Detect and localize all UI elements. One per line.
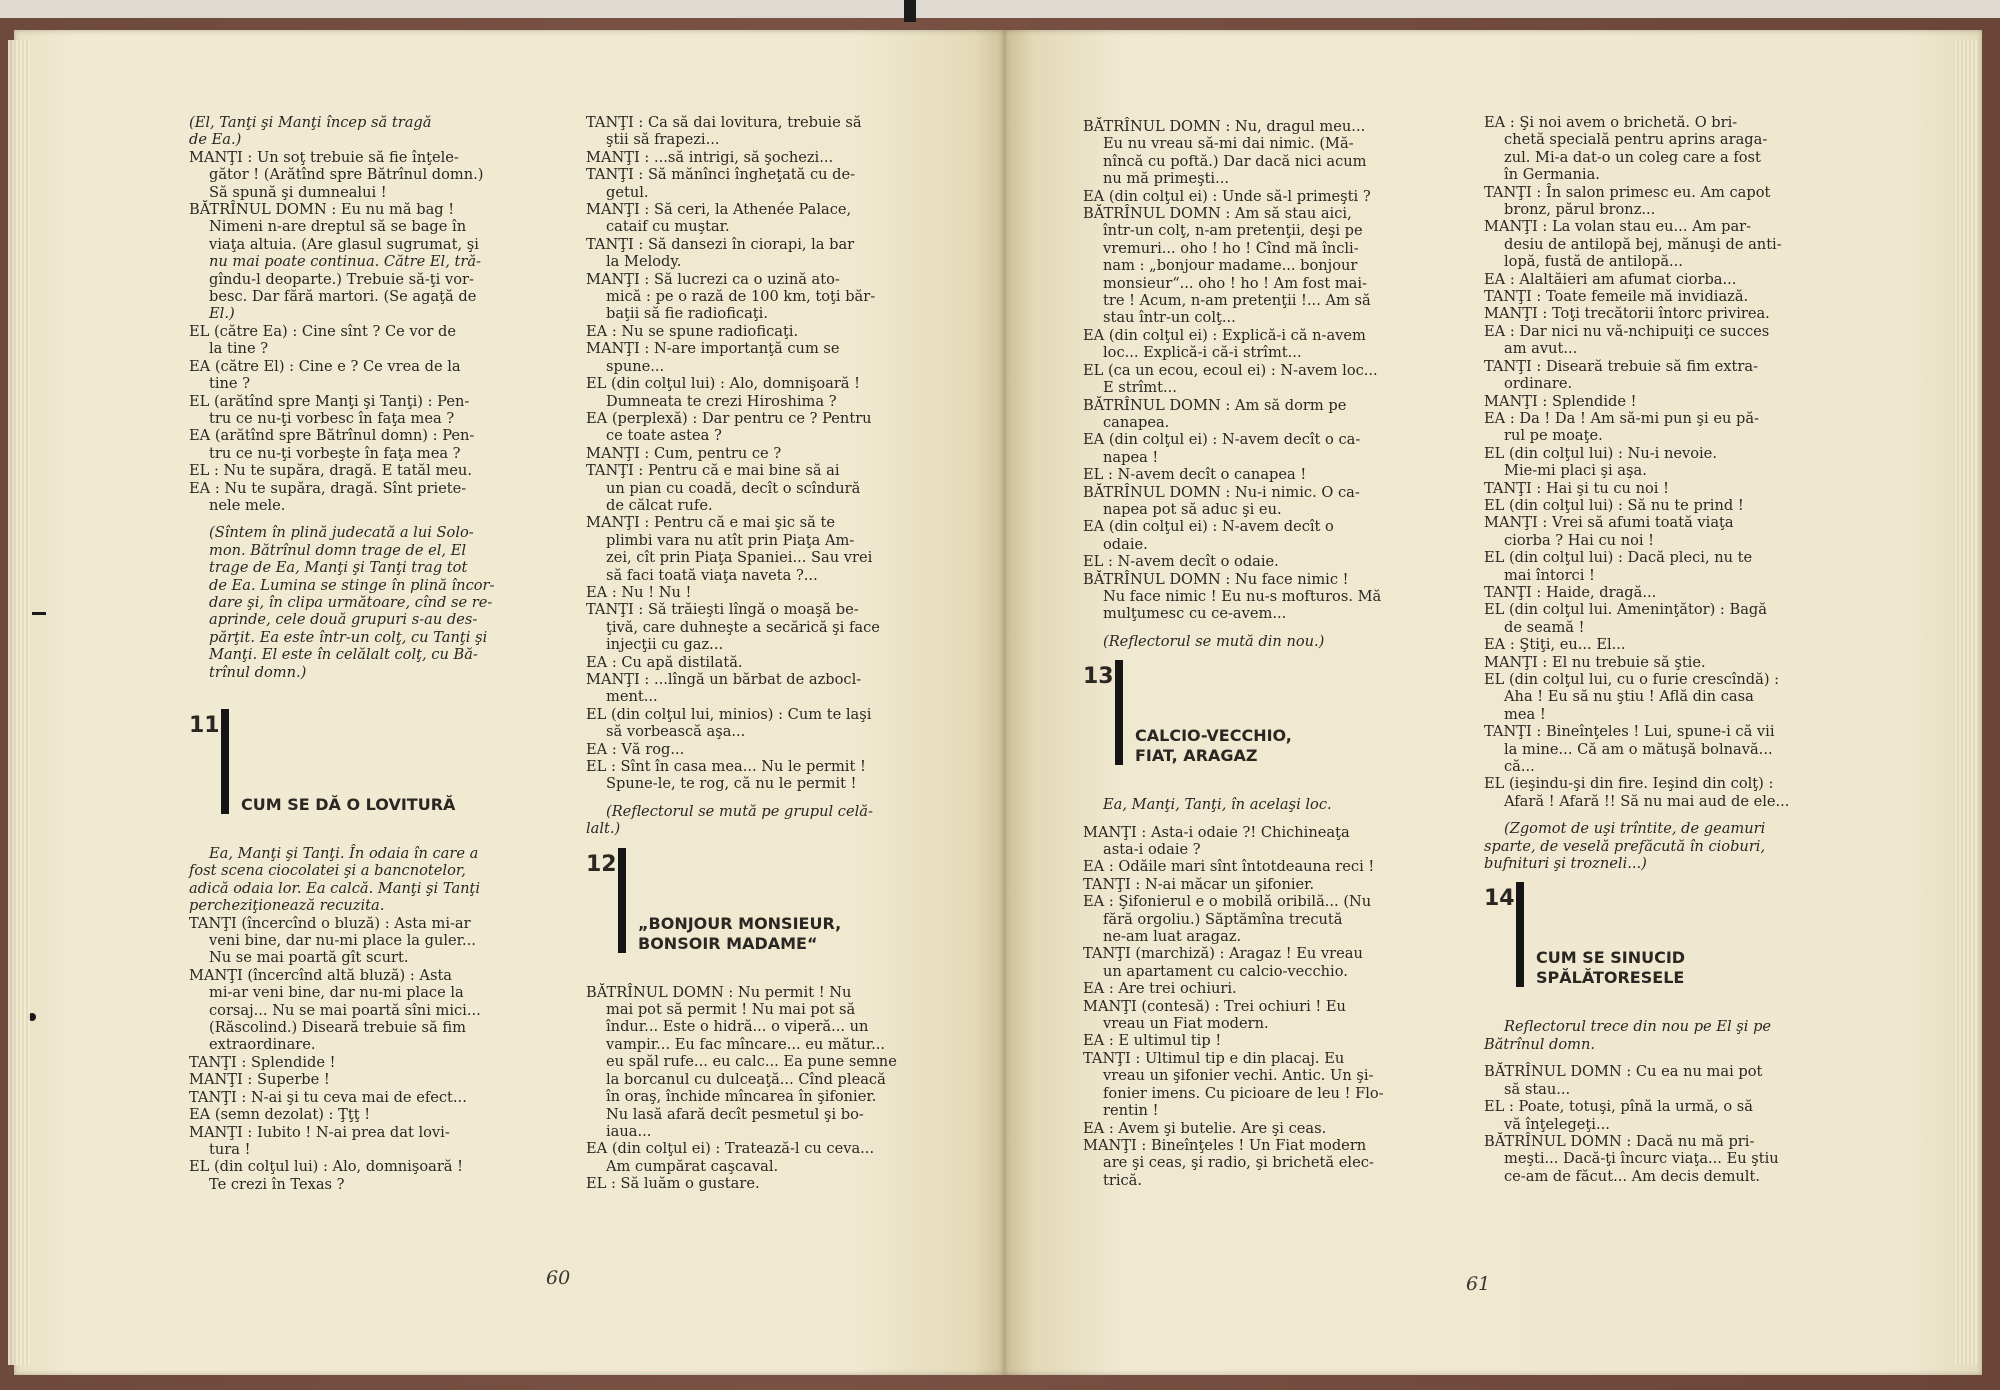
text-line: EA (din colţul ei) : Explică-i că n-avem [1083,326,1366,344]
text-line: adică odaia lor. Ea calcă. Manţi şi Tanţi [189,879,481,897]
text-line: MANŢI : Vrei să afumi toată viaţa [1484,514,1734,532]
text-line: cataif cu muştar. [606,218,730,236]
page-number: 61 [1466,1273,1491,1295]
right-page [1004,30,1982,1375]
scene-bar [221,709,229,814]
text-line: mică : pe o rază de 100 km, toţi băr- [606,288,876,306]
text-line: îndur... Este o hidră... o viperă... un [606,1018,869,1036]
text-line: nam : „bonjour madame... bonjour [1103,257,1358,275]
text-line: Manţi. El este în celălalt colţ, cu Bă- [209,646,478,664]
text-line: lopă, fustă de antilopă... [1504,253,1683,271]
scene-title [241,795,455,815]
text-line: Am cumpărat caşcaval. [606,1157,779,1175]
text-line: TANŢI : N-ai şi tu ceva mai de efect... [189,1088,467,1106]
text-line: EA : Avem şi butelie. Are şi ceas. [1083,1119,1327,1137]
text-line: napea pot să aduc şi eu. [1103,500,1282,518]
text-line: EA : Odăile mari sînt întotdeauna reci ! [1083,858,1375,876]
text-line: EA : Nu ! Nu ! [586,583,692,601]
text-line: fonier imens. Cu picioare de leu ! Flo- [1103,1084,1384,1102]
text-line: dare şi, în clipa următoare, cînd se re- [209,593,493,611]
left-page-column-2 [586,114,946,1193]
text-line: Nimeni n-are dreptul să se bage în [209,218,467,236]
text-line: în Germania. [1504,166,1600,184]
text-line: Spune-le, te rog, că nu le permit ! [606,775,857,793]
text-line: ciorba ? Hai cu noi ! [1504,531,1655,549]
text-line: Afară ! Afară !! Să nu mai aud de ele... [1504,792,1790,810]
text-line: EA : Vă rog... [586,740,685,758]
text-line: iaua... [606,1122,652,1140]
text-line: Aha ! Eu să nu ştiu ! Află din casa [1504,688,1754,706]
text-line: EL (din colţul lui) : Să nu te prind ! [1484,496,1744,514]
text-line: TANŢI : Ultimul tip e din placaj. Eu [1083,1049,1345,1067]
text-line: monsieur“... oho ! ho ! Am fost mai- [1103,274,1367,292]
text-line: EA (către El) : Cine e ? Ce vrea de la [189,357,461,375]
text-line: Mie-mi placi şi aşa. [1504,462,1647,480]
spacer [1484,1053,1844,1063]
text-line: tura ! [209,1140,251,1158]
text-line: (El, Tanţi şi Manţi încep să tragă [189,114,432,131]
text-line: besc. Dar fără martori. (Se agaţă de [209,288,477,306]
text-line: la Melody. [606,253,682,271]
text-line: ştii să frapezi... [606,131,720,149]
text-line: TANŢI : Toate femeile mă invidiază. [1484,288,1749,306]
text-line: getul. [606,183,649,201]
text-line: BĂTRÎNUL DOMN : Nu, dragul meu... [1083,118,1366,135]
text-line: nele mele. [209,496,286,514]
text-line: Ea, Manţi şi Tanţi. În odaia în care a [209,845,479,862]
text-line: mi-ar veni bine, dar nu-mi place la [209,984,464,1002]
text-line: loc... Explică-i că-i strîmt... [1103,344,1302,362]
text-line: canapea. [1103,413,1170,431]
text-line: BĂTRÎNUL DOMN : Eu nu mă bag ! [189,201,455,219]
text-line: EA : E ultimul tip ! [1083,1032,1222,1050]
text-line: chetă specială pentru aprins araga- [1504,131,1768,149]
text-line: ordinare. [1504,375,1573,393]
text-line: (Sîntem în plină judecată a lui Solo- [209,524,474,542]
spacer [189,681,549,699]
text-line: EL : N-avem decît o canapea ! [1083,466,1307,484]
scene-title [638,914,841,954]
text-line: MANŢI : Asta-i odaie ?! Chichineaţa [1083,823,1350,841]
scene-heading [1484,882,1844,1010]
bookmark-ribbon [904,0,916,22]
text-line: EA : Da ! Da ! Am să-mi pun şi eu pă- [1484,409,1759,427]
text-line: EL (din colţul lui) : Nu-i nevoie. [1484,444,1717,462]
text-line: MANŢI : Cum, pentru ce ? [586,444,782,462]
text-line: tre ! Acum, n-am pretenţii !... Am să [1103,292,1371,310]
text-line: eu spăl rufe... eu calc... Ea pune semne [606,1053,897,1071]
text-line: plimbi vara nu atît prin Piaţa Am- [606,531,855,549]
scene-heading [586,848,946,976]
text-line: Te crezi în Texas ? [209,1175,345,1193]
text-line: ce toate astea ? [606,427,722,445]
text-line: TANŢI (marchiză) : Aragaz ! Eu vreau [1083,945,1363,963]
text-line: tine ? [209,375,251,393]
text-line: (Zgomot de uşi trîntite, de geamuri [1504,820,1766,838]
scene-title-line: FIAT, ARAGAZ [1135,746,1258,766]
text-line: aprinde, cele două grupuri s-au des- [209,611,478,629]
scene-title-line: SPĂLĂTORESELE [1536,968,1685,988]
text-line: MANŢI : ...să intrigi, să şochezi... [586,148,834,166]
text-line: TANŢI : Să mănînci îngheţată cu de- [586,166,856,184]
text-line: am avut... [1504,340,1578,358]
text-line: El.) [209,305,235,323]
text-line: EA (din colţul ei) : Tratează-l cu ceva... [586,1140,875,1158]
text-line: EL (către Ea) : Cine sînt ? Ce vor de [189,322,457,340]
text-line: injecţii cu gaz... [606,636,724,654]
text-line: bufnituri şi trozneli...) [1484,855,1647,873]
right-page-column-1 [1083,118,1443,1189]
text-line: TANŢI : Hai şi tu cu noi ! [1484,479,1669,497]
text-line: de seamă ! [1504,618,1585,636]
text-line: MANŢI : Iubito ! N-ai prea dat lovi- [189,1123,450,1141]
text-line: EL (din colţul lui) : Alo, domnişoară ! [189,1158,464,1176]
text-line: TANŢI : În salon primesc eu. Am capot [1484,183,1771,201]
left-page-column-1 [189,114,549,1193]
scene-heading [1083,660,1443,788]
spacer [586,793,946,803]
text-line: Nu lasă afară decît pesmetul şi bo- [606,1105,864,1123]
text-line: ce-am de făcut... Am decis demult. [1504,1167,1760,1185]
text-line: EA (din colţul ei) : N-avem decît o ca- [1083,431,1361,449]
text-line: MANŢI : Splendide ! [1484,392,1637,410]
text-line: extraordinare. [209,1036,316,1054]
text-line: să faci toată viaţa naveta ?... [606,566,818,584]
text-line: EA : Cu apă distilată. [586,653,743,671]
text-line: EA (arătînd spre Bătrînul domn) : Pen- [189,427,475,445]
scene-number: 14 [1484,886,1515,912]
scene-title [1536,948,1685,988]
text-line: EL (ieşindu-şi din fire. Ieşind din colţ) : [1484,775,1774,793]
text-line: bronz, părul bronz... [1504,201,1656,219]
text-line: de Ea.) [189,131,242,149]
text-line: MANŢI : La volan stau eu... Am par- [1484,218,1752,236]
text-line: lalt.) [586,820,621,838]
text-line: la borcanul cu dulceaţă... Cînd pleacă [606,1070,886,1088]
text-line: EL (arătînd spre Manţi şi Tanţi) : Pen- [189,392,470,410]
text-line: tru ce nu-ţi vorbeşte în faţa mea ? [209,444,461,462]
text-line: MANŢI : Să ceri, la Athenée Palace, [586,201,852,219]
text-line: asta-i odaie ? [1103,841,1201,858]
text-line: odaie. [1103,535,1148,553]
text-line: MANŢI (încercînd altă bluză) : Asta [189,966,453,984]
text-line: EA : Şi noi avem o brichetă. O bri- [1484,114,1738,131]
text-line: un pian cu coadă, decît o scîndură [606,479,861,497]
text-line: ment... [606,688,658,706]
text-line: BĂTRÎNUL DOMN : Cu ea nu mai pot [1484,1063,1763,1081]
text-line: vampir... Eu fac mîncare... eu mătur... [606,1035,886,1053]
text-line: Eu nu vreau să-mi dai nimic. (Mă- [1103,135,1354,153]
margin-mark [32,612,46,615]
scene-bar [1516,882,1524,987]
scene-title-line: BONSOIR MADAME“ [638,933,818,953]
text-line: TANŢI : Ca să dai lovitura, trebuie să [586,114,862,131]
text-line: că... [1504,758,1535,776]
text-line: EL : Sînt în casa mea... Nu le permit ! [586,758,866,776]
text-line: BĂTRÎNUL DOMN : Am să stau aici, [1083,205,1352,223]
text-line: să vorbească aşa... [606,723,746,741]
text-line: Dumneata te crezi Hiroshima ? [606,392,837,410]
text-line: la mine... Că am o mătuşă bolnavă... [1504,740,1773,758]
text-line: BĂTRÎNUL DOMN : Nu-i nimic. O ca- [1083,483,1360,501]
text-line: (Reflectorul se mută pe grupul celă- [606,802,873,820]
text-line: EA : Alaltăieri am afumat ciorba... [1484,270,1737,288]
text-line: nu mai poate continua. Către El, tră- [209,253,481,271]
text-line: Nu se mai poartă gît scurt. [209,949,409,967]
text-line: ţivă, care duhneşte a secărică şi face [606,618,880,636]
text-line: percheziţionează recuzita. [189,897,385,915]
text-line: rentin ! [1103,1102,1159,1120]
text-line: corsaj... Nu se mai poartă sîni mici... [209,1001,481,1019]
text-line: BĂTRÎNUL DOMN : Dacă nu mă pri- [1484,1132,1755,1150]
text-line: veni bine, dar nu-mi place la guler... [209,932,476,950]
text-line: MANŢI : El nu trebuie să ştie. [1484,653,1706,671]
scene-title-line: CALCIO-VECCHIO, [1135,726,1292,746]
text-line: BĂTRÎNUL DOMN : Nu permit ! Nu [586,983,852,1001]
text-line: mai pot să permit ! Nu mai pot să [606,1001,856,1019]
text-line: MANŢI : Pentru că e mai şic să te [586,514,835,532]
text-line: tru ce nu-ţi vorbesc în faţa mea ? [209,409,455,427]
text-line: meşti... Dacă-ţi încurc viaţa... Eu ştiu [1504,1150,1779,1168]
text-line: trică. [1103,1171,1143,1189]
page-number: 60 [546,1267,571,1289]
text-line: MANŢI : Superbe ! [189,1071,330,1089]
text-line: într-un colţ, n-am pretenţii, deşi pe [1103,222,1363,240]
spacer [189,514,549,524]
text-line: EA : Are trei ochiuri. [1083,980,1237,998]
text-line: mulţumesc cu ce-avem... [1103,605,1287,623]
text-line: EA : Dar nici nu vă-nchipuiţi ce succes [1484,322,1770,340]
text-line: nîncă cu poftă.) Dar dacă nici acum [1103,152,1367,170]
text-line: E strîmt... [1103,379,1177,397]
spacer [1083,814,1443,824]
left-page [14,30,1004,1375]
text-line: EL : Să luăm o gustare. [586,1175,760,1193]
text-line: nu mă primeşti... [1103,170,1230,188]
text-line: ne-am luat aragaz. [1103,928,1242,946]
text-line: EA : Nu te supăra, dragă. Sînt priete- [189,479,467,497]
text-line: gător ! (Arătînd spre Bătrînul domn.) [209,166,484,184]
text-line: în oraş, închide mîncarea în şifonier. [606,1088,877,1106]
text-line: gîndu-l deoparte.) Trebuie să-ţi vor- [209,270,474,288]
text-line: TANŢI : Haide, dragă... [1484,583,1657,601]
text-line: un apartament cu calcio-vecchio. [1103,962,1348,980]
text-line: MANŢI : Bineînţeles ! Un Fiat modern [1083,1136,1367,1154]
text-line: EL (din colţul lui) : Alo, domnişoară ! [586,375,861,393]
text-line: EA (perplexă) : Dar pentru ce ? Pentru [586,409,872,427]
text-line: Să spună şi dumnealui ! [209,183,387,201]
text-line: EA : Nu se spune radioficaţi. [586,322,799,340]
page-edges-right [1955,40,1977,1365]
scene-title [1135,726,1292,766]
text-line: TANŢI : Pentru că e mai bine să ai [586,462,840,480]
text-line: de Ea. Lumina se stinge în plină încor- [209,576,495,594]
scene-number: 11 [189,713,220,738]
text-line: sparte, de veselă prefăcută în cioburi, [1484,837,1766,855]
text-line: EA : Ştiţi, eu... El... [1484,636,1626,654]
text-line: EA (din colţul ei) : N-avem decît o [1083,518,1334,536]
scene-heading [189,709,549,837]
text-line: TANŢI (încercînd o bluză) : Asta mi-ar [189,914,471,932]
text-line: EL (ca un ecou, ecoul ei) : N-avem loc... [1083,361,1378,379]
text-line: EL : Poate, totuşi, pînă la urmă, o să [1484,1098,1753,1116]
text-line: EL (din colţul lui. Ameninţător) : Bagă [1484,601,1767,619]
text-line: are şi ceas, şi radio, şi brichetă elec- [1103,1154,1374,1172]
text-line: părţit. Ea este într-un colţ, cu Tanţi şi [209,628,488,646]
text-line: EA (din colţul ei) : Unde să-l primeşti ? [1083,187,1371,205]
text-line: BĂTRÎNUL DOMN : Nu face nimic ! [1083,570,1349,588]
text-line: rul pe moaţe. [1504,427,1603,445]
text-line: MANŢI : ...lîngă un bărbat de azbocl- [586,671,862,688]
text-line: Bătrînul domn. [1484,1035,1596,1053]
text-line: MANŢI (contesă) : Trei ochiuri ! Eu [1083,997,1346,1015]
text-line: EL (din colţul lui) : Dacă pleci, nu te [1484,549,1753,567]
text-line: zul. Mi-a dat-o un coleg care a fost [1504,148,1761,166]
text-line: vreau un şifonier vechi. Antic. Un şi- [1103,1067,1374,1085]
text-line: TANŢI : Să dansezi în ciorapi, la bar [586,235,855,253]
text-line: MANŢI : Să lucrezi ca o uzină ato- [586,270,840,288]
text-line: vremuri... oho ! ho ! Cînd mă încli- [1103,239,1359,257]
text-line: mai întorci ! [1504,566,1595,584]
text-line: EL : N-avem decît o odaie. [1083,553,1279,571]
scene-number: 12 [586,851,617,877]
page-edges-left [8,40,30,1365]
scene-number: 13 [1083,664,1114,690]
scene-bar [1115,660,1123,765]
text-line: MANŢI : Un soţ trebuie să fie înţele- [189,148,459,166]
text-line: Reflectorul trece din nou pe El şi pe [1504,1018,1772,1036]
text-line: baţii să fie radioficaţi. [606,305,768,323]
text-line: EL (din colţul lui, minios) : Cum te laşi [586,705,872,723]
text-line: stau într-un colţ... [1103,309,1236,327]
text-line: MANŢI : Toţi trecătorii întorc privirea. [1484,305,1770,323]
text-line: EA : Şifonierul e o mobilă oribilă... (Nu [1083,893,1372,911]
text-line: mon. Bătrînul domn trage de el, El [209,541,467,559]
text-line: mea ! [1504,705,1546,723]
text-line: de călcat rufe. [606,496,713,514]
text-line: viaţa altuia. (Are glasul sugrumat, şi [209,235,479,253]
text-line: BĂTRÎNUL DOMN : Am să dorm pe [1083,396,1347,414]
text-line: la tine ? [209,340,269,358]
text-line: să stau... [1504,1080,1571,1098]
text-line: EA (semn dezolat) : Ţţţ ! [189,1106,371,1124]
text-line: TANŢI : Să trăieşti lîngă o moaşă be- [586,601,859,619]
spacer [1484,810,1844,820]
text-line: Ea, Manţi, Tanţi, în acelaşi loc. [1103,796,1332,814]
right-page-column-2 [1484,114,1844,1185]
text-line: TANŢI : Diseară trebuie să fim extra- [1484,357,1758,375]
text-line: trage de Ea, Manţi şi Tanţi trag tot [209,559,468,577]
text-line: (Răscolind.) Diseară trebuie să fim [209,1019,466,1037]
scene-title-line: CUM SE DĂ O LOVITURĂ [241,795,456,814]
text-line: spune... [606,357,665,375]
text-line: EL : Nu te supăra, dragă. E tatăl meu. [189,462,472,480]
text-line: TANŢI : Bineînţeles ! Lui, spune-i că vii [1484,723,1775,741]
text-line: MANŢI : N-are importanţă cum se [586,340,840,358]
text-line: Nu face nimic ! Eu nu-s mofturos. Mă [1103,587,1382,605]
text-line: vă înţelegeţi... [1504,1115,1610,1133]
text-line: TANŢI : Splendide ! [189,1053,336,1071]
text-line: EL (din colţul lui, cu o furie crescîndă) : [1484,671,1780,688]
text-line: trînul domn.) [209,663,307,681]
scene-title-line: „BONJOUR MONSIEUR, [638,913,842,933]
spacer [1083,623,1443,633]
text-line: vreau un Fiat modern. [1103,1015,1269,1033]
text-line: fost scena ciocolatei şi a bancnotelor, [189,862,466,880]
text-line: napea ! [1103,448,1159,466]
text-line: TANŢI : N-ai măcar un şifonier. [1083,875,1315,893]
text-line: desiu de antilopă bej, mănuşi de anti- [1504,235,1782,253]
text-line: (Reflectorul se mută din nou.) [1103,632,1325,650]
scene-bar [618,848,626,953]
text-line: zei, cît prin Piaţa Spaniei... Sau vrei [606,549,873,567]
text-line: fără orgoliu.) Săptămîna trecută [1103,910,1343,928]
scene-title-line: CUM SE SINUCID [1536,948,1686,968]
